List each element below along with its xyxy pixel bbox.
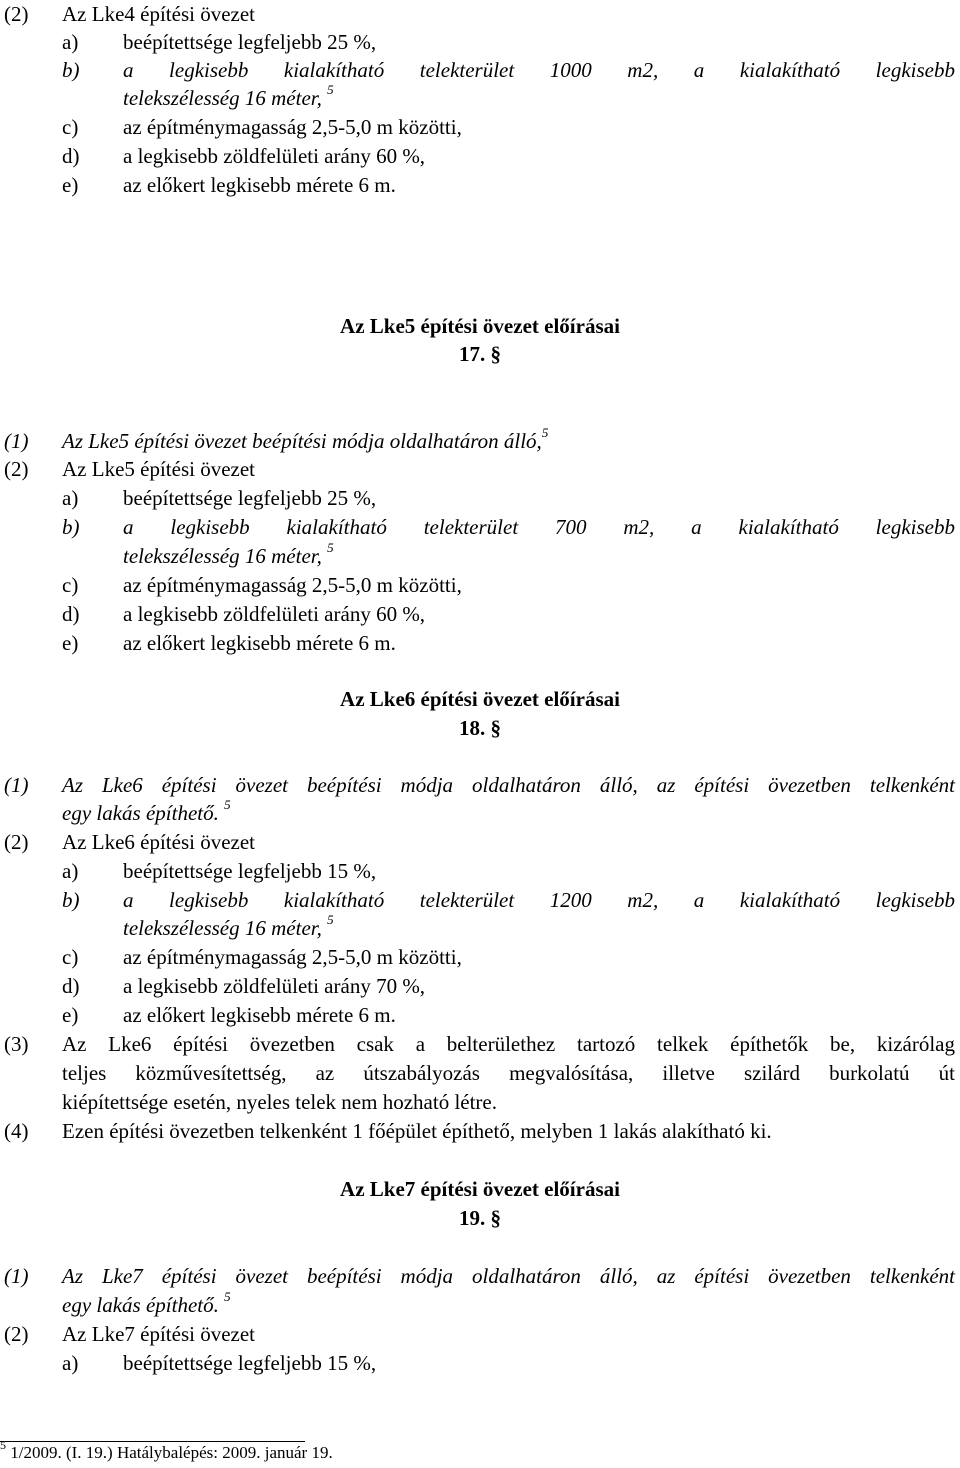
subitem-text: beépítettsége legfeljebb 25 %,	[123, 486, 377, 510]
subitem-text: az építménymagasság 2,5-5,0 m közötti,	[123, 573, 462, 597]
paragraph-number: (4)	[4, 1119, 29, 1143]
lke6-paragraph-3	[0, 1030, 960, 1059]
lke6-paragraph-1	[0, 771, 960, 800]
paragraph-number: (2)	[4, 830, 29, 854]
lke4-subitem-d	[0, 142, 960, 171]
paragraph-number: (1)	[4, 773, 29, 797]
lke7-subitem-a	[0, 1349, 960, 1378]
paragraph-text: Az Lke6 építési övezet	[62, 830, 255, 854]
subitem-text: a legkisebb zöldfelületi arány 70 %,	[123, 974, 426, 998]
paragraph-text: kiépítettsége esetén, nyeles telek nem hozható létre.	[62, 1090, 497, 1114]
subitem-text: az építménymagasság 2,5-5,0 m közötti,	[123, 945, 462, 969]
lke4-subitem-c	[0, 113, 960, 142]
subitem-text: az építménymagasság 2,5-5,0 m közötti,	[123, 115, 462, 139]
subitem-letter: d)	[62, 974, 80, 998]
paragraph-number: (1)	[4, 429, 29, 453]
paragraph-text: egy lakás építhető.	[62, 801, 219, 825]
lke4-subitem-a	[0, 28, 960, 57]
lke6-paragraph-2	[0, 828, 960, 857]
paragraph-number: (1)	[4, 1264, 29, 1288]
paragraph-text: egy lakás építhető.	[62, 1293, 219, 1317]
subitem-text: a legkisebb zöldfelületi arány 60 %,	[123, 144, 426, 168]
lke6-subitem-e	[0, 1001, 960, 1030]
lke7-paragraph-2	[0, 1320, 960, 1349]
lke6-paragraph-3-cont	[0, 1059, 960, 1088]
lke6-paragraph-4	[0, 1117, 960, 1146]
lke5-subitem-a	[0, 484, 960, 513]
lke6-subitem-c	[0, 943, 960, 972]
lke4-item-2	[0, 0, 960, 29]
subitem-letter: c)	[62, 573, 79, 597]
subitem-letter: d)	[62, 144, 80, 168]
footnote-ref[interactable]: 5	[327, 912, 334, 927]
section-number: 19. §	[459, 1206, 501, 1230]
lke7-paragraph-1	[0, 1262, 960, 1291]
subitem-text: beépítettsége legfeljebb 25 %,	[123, 30, 377, 54]
subitem-letter: d)	[62, 602, 80, 626]
paragraph-number: (2)	[4, 1322, 29, 1346]
footnote-text: 1/2009. (I. 19.) Hatálybalépés: 2009. január 19.	[10, 1443, 333, 1462]
subitem-text: a legkisebb zöldfelületi arány 60 %,	[123, 602, 426, 626]
lke6-subitem-b-cont	[0, 914, 960, 943]
section-heading: Az Lke5 építési övezet előírásai	[340, 314, 620, 338]
lke4-subitem-e	[0, 171, 960, 200]
subitem-text: telekszélesség 16 méter,	[123, 916, 322, 940]
lke5-subitem-d	[0, 600, 960, 629]
footnote-ref[interactable]: 5	[224, 1289, 231, 1304]
subitem-letter: c)	[62, 115, 79, 139]
section-heading: Az Lke6 építési övezet előírásai	[340, 687, 620, 711]
subitem-text: beépítettsége legfeljebb 15 %,	[123, 1351, 377, 1375]
section-number: 17. §	[459, 342, 501, 366]
subitem-text: az előkert legkisebb mérete 6 m.	[123, 173, 396, 197]
footnote-ref[interactable]: 5	[224, 797, 231, 812]
subitem-letter: a)	[62, 30, 79, 54]
subitem-letter: b)	[62, 888, 80, 912]
subitem-letter: b)	[62, 58, 80, 82]
paragraph-text: Az Lke7 építési övezet	[62, 1322, 255, 1346]
footnote	[0, 1438, 333, 1465]
paragraph-text: Az Lke6 építési övezetben csak a belterülethez tartozó telkek építhetők be, kizárólag	[62, 1032, 955, 1056]
item-number: (2)	[4, 2, 29, 26]
paragraph-text: Az Lke5 építési övezet	[62, 457, 255, 481]
footnote-ref[interactable]: 5	[327, 540, 334, 555]
lke5-paragraph-1	[0, 427, 960, 456]
subitem-letter: b)	[62, 515, 80, 539]
paragraph-text: Az Lke6 építési övezet beépítési módja oldalhatáron álló, az építési övezetben telkenként	[62, 773, 955, 797]
subitem-text: telekszélesség 16 méter,	[123, 86, 322, 110]
lke6-subitem-a	[0, 857, 960, 886]
subitem-letter: a)	[62, 486, 79, 510]
subitem-text: a legkisebb kialakítható telekterület 700 m2, a kialakítható legkisebb	[123, 515, 955, 539]
paragraph-number: (3)	[4, 1032, 29, 1056]
lke5-subitem-c	[0, 571, 960, 600]
paragraph-text: Ezen építési övezetben telkenként 1 főépület építhető, melyben 1 lakás alakítható ki.	[62, 1119, 772, 1143]
lke4-subitem-b-cont	[0, 84, 960, 113]
paragraph-text: Az Lke7 építési övezet beépítési módja oldalhatáron álló, az építési övezetben telkenként	[62, 1264, 955, 1288]
lke4-subitem-b	[0, 56, 960, 85]
item-text: Az Lke4 építési övezet	[62, 2, 255, 26]
paragraph-text: Az Lke5 építési övezet beépítési módja oldalhatáron álló,	[62, 429, 542, 453]
footnote-mark: 5	[0, 1438, 6, 1453]
subitem-letter: e)	[62, 1003, 79, 1027]
paragraph-number: (2)	[4, 457, 29, 481]
section-heading: Az Lke7 építési övezet előírásai	[340, 1177, 620, 1201]
subitem-letter: a)	[62, 859, 79, 883]
lke5-subitem-b	[0, 513, 960, 542]
subitem-text: az előkert legkisebb mérete 6 m.	[123, 631, 396, 655]
subitem-text: telekszélesség 16 méter,	[123, 544, 322, 568]
section-number: 18. §	[459, 716, 501, 740]
subitem-letter: e)	[62, 631, 79, 655]
subitem-letter: a)	[62, 1351, 79, 1375]
subitem-text: a legkisebb kialakítható telekterület 1000 m2, a kialakítható legkisebb	[123, 58, 955, 82]
footnote-ref[interactable]: 5	[541, 425, 549, 440]
lke6-paragraph-3-cont2	[0, 1088, 960, 1117]
lke6-subitem-d	[0, 972, 960, 1001]
footnote-ref[interactable]: 5	[327, 82, 334, 97]
subitem-letter: e)	[62, 173, 79, 197]
subitem-text: az előkert legkisebb mérete 6 m.	[123, 1003, 396, 1027]
lke6-subitem-b	[0, 886, 960, 915]
subitem-text: a legkisebb kialakítható telekterület 1200 m2, a kialakítható legkisebb	[123, 888, 955, 912]
lke5-subitem-b-cont	[0, 542, 960, 571]
subitem-letter: c)	[62, 945, 79, 969]
lke6-paragraph-1-cont	[0, 799, 960, 828]
lke5-paragraph-2	[0, 455, 960, 484]
lke7-paragraph-1-cont	[0, 1291, 960, 1320]
paragraph-text: teljes közművesítettség, az útszabályozás megvalósítása, illetve szilárd burkolatú út	[62, 1061, 955, 1085]
lke5-subitem-e	[0, 629, 960, 658]
subitem-text: beépítettsége legfeljebb 15 %,	[123, 859, 377, 883]
